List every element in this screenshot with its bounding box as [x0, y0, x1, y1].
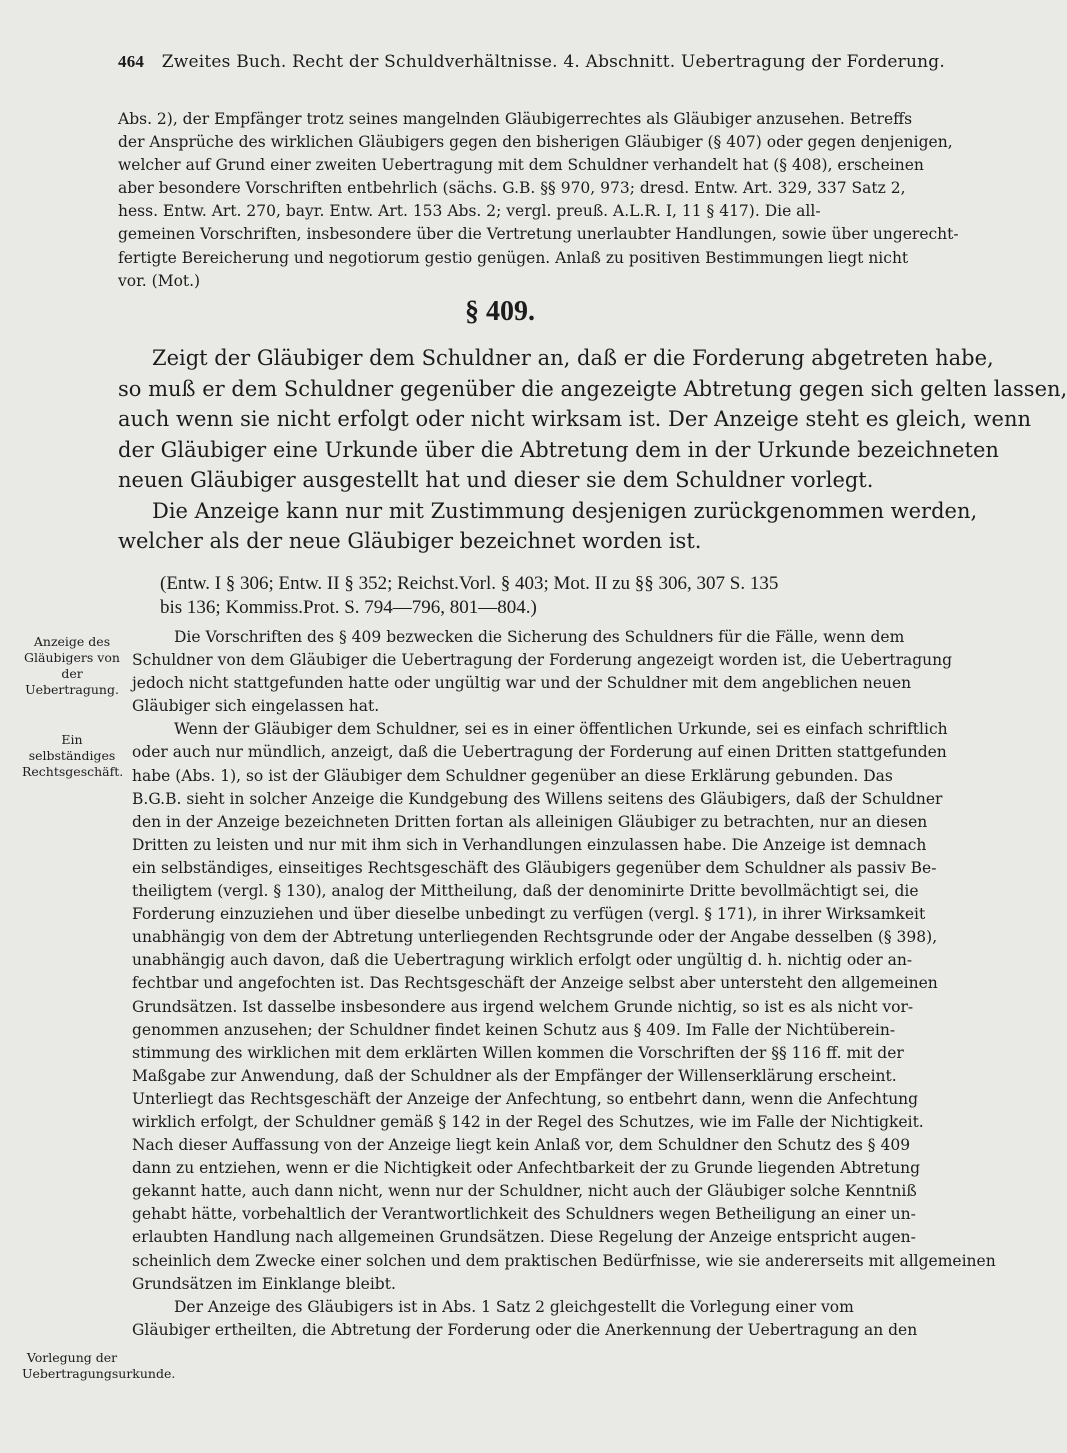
text-line: Abs. 2), der Empfänger trotz seines mangelnden Gläubigerrechtes als Gläubiger anzusehen. Betreffs	[118, 110, 913, 128]
text-line: gehabt hätte, vorbehaltlich der Verantwortlichkeit des Schuldners wegen Betheiligung an einer un-	[132, 1205, 916, 1224]
margin-note: Vorlegung der Uebertragungsurkunde.	[22, 1350, 176, 1381]
margin-note: Anzeige des Gläubigers von der Uebertragung.	[24, 634, 120, 697]
text-line: den in der Anzeige bezeichneten Dritten fortan als alleinigen Gläubiger zu betrachten, nur an diesen	[132, 812, 928, 831]
text-line: gekannt hatte, auch dann nicht, wenn nur der Schuldner, nicht auch der Gläubiger solche Kenntniß	[132, 1182, 917, 1201]
text-line: gemeinen Vorschriften, insbesondere über die Vertretung unerlaubter Handlungen, sowie über ungerecht-	[118, 225, 959, 244]
text-line: stimmung des wirklichen mit dem erklärten Willen kommen die Vorschriften der §§ 116 ff. mit der	[132, 1043, 904, 1062]
intro-paragraph	[118, 108, 958, 293]
statute-text	[118, 343, 1067, 557]
text-line: Der Anzeige des Gläubigers ist in Abs. 1 Satz 2 gleichgestellt die Vorlegung einer vom	[174, 1297, 854, 1316]
text-line: ein selbständiges, einseitiges Rechtsgeschäft des Gläubigers gegenüber dem Schuldner als passiv Be-	[132, 858, 937, 877]
text-line: unabhängig von dem der Abtretung unterliegenden Rechtsgrunde oder der Angabe desselben (§ 398),	[132, 928, 938, 947]
text-line: dann zu entziehen, wenn er die Nichtigkeit oder Anfechtbarkeit der zu Grunde liegenden Abtretung	[132, 1159, 921, 1178]
section-heading: § 409.	[465, 296, 535, 327]
text-line: Wenn der Gläubiger dem Schuldner, sei es in einer öffentlichen Urkunde, sei es einfach schriftlich	[174, 720, 948, 739]
text-line: habe (Abs. 1), so ist der Gläubiger dem Schuldner gegenüber an diese Erklärung gebunden. Das	[132, 766, 893, 785]
text-line: Grundsätzen im Einklange bleibt.	[132, 1274, 396, 1293]
text-line: welcher als der neue Gläubiger bezeichnet worden ist.	[118, 529, 702, 553]
running-title: Zweites Buch. Recht der Schuldverhältnisse. 4. Abschnitt. Uebertragung der Forderung.	[161, 52, 945, 72]
text-line: erlaubten Handlung nach allgemeinen Grundsätzen. Diese Regelung der Anzeige entspricht augen-	[132, 1228, 916, 1247]
text-line: Grundsätzen. Ist dasselbe insbesondere aus irgend welchem Grunde nichtig, so ist es als nicht vor-	[132, 997, 914, 1016]
text-line: theiligtem (vergl. § 130), analog der Mittheilung, daß der denominirte Dritte bevollmächtigt sei, die	[132, 882, 919, 901]
running-header	[118, 52, 945, 72]
text-line: Die Vorschriften des § 409 bezwecken die Sicherung des Schuldners für die Fälle, wenn dem	[174, 628, 905, 646]
text-line: oder auch nur mündlich, anzeigt, daß die Uebertragung der Forderung auf einen Dritten stattgefunden	[132, 743, 947, 762]
text-line: Gläubiger ertheilten, die Abtretung der Forderung oder die Anerkennung der Uebertragung an den	[132, 1320, 918, 1339]
text-line: Maßgabe zur Anwendung, daß der Schuldner als der Empfänger der Willenserklärung erscheint.	[132, 1066, 897, 1085]
commentary	[132, 626, 996, 1342]
text-line: fertigte Bereicherung und negotiorum gestio genügen. Anlaß zu positiven Bestimmungen liegt nicht	[118, 248, 909, 267]
text-line: Die Anzeige kann nur mit Zustimmung desjenigen zurückgenommen werden,	[152, 498, 978, 523]
text-line: hess. Entw. Art. 270, bayr. Entw. Art. 153 Abs. 2; vergl. preuß. A.L.R. I, 11 § 417). Die all-	[118, 202, 821, 221]
text-line: fechtbar und angefochten ist. Das Rechtsgeschäft der Anzeige selbst aber untersteht den allgemeinen	[132, 974, 938, 993]
text-line: jedoch nicht stattgefunden hatte oder ungültig war und der Schuldner mit dem angeblichen neuen	[132, 674, 912, 693]
text-line: so muß er dem Schuldner gegenüber die angezeigte Abtretung gegen sich gelten lassen,	[118, 376, 1067, 401]
text-line: auch wenn sie nicht erfolgt oder nicht wirksam ist. Der Anzeige steht es gleich, wenn	[118, 407, 1031, 431]
text-line: Forderung einzuziehen und über dieselbe unbedingt zu verfügen (vergl. § 171), in ihrer Wirksamkeit	[132, 905, 926, 924]
text-line: bis 136; Kommiss.Prot. S. 794—796, 801—804.)	[160, 597, 537, 618]
margin-note: Ein selbständiges Rechtsgeschäft.	[22, 732, 124, 779]
text-line: wirklich erfolgt, der Schuldner gemäß § 142 in der Regel des Schutzes, wie im Falle der Nichtigkeit.	[132, 1112, 924, 1131]
text-line: B.G.B. sieht in solcher Anzeige die Kundgebung des Willens seitens des Gläubigers, daß der Schuldner	[132, 789, 943, 808]
text-line: der Gläubiger eine Urkunde über die Abtretung dem in der Urkunde bezeichneten	[118, 437, 999, 462]
text-line: Unterliegt das Rechtsgeschäft der Anzeige der Anfechtung, so entbehrt dann, wenn die Anfechtung	[132, 1089, 919, 1108]
text-line: welcher auf Grund einer zweiten Uebertragung mit dem Schuldner verhandelt hat (§ 408), erscheinen	[118, 156, 924, 175]
text-line: Schuldner von dem Gläubiger die Uebertragung der Forderung angezeigt worden ist, die Uebertragung	[132, 651, 953, 670]
text-line: scheinlich dem Zwecke einer solchen und dem praktischen Bedürfnisse, wie sie andererseits mit allgemeinen	[132, 1251, 996, 1270]
text-line: Dritten zu leisten und nur mit ihm sich in Verhandlungen einzulassen habe. Die Anzeige ist demnach	[132, 835, 927, 854]
text-line: Nach dieser Auffassung von der Anzeige liegt kein Anlaß vor, dem Schuldner den Schutz des § 409	[132, 1136, 911, 1155]
text-line: Gläubiger sich eingelassen hat.	[132, 697, 380, 716]
text-line: unabhängig auch davon, daß die Uebertragung wirklich erfolgt oder ungültig d. h. nichtig oder an-	[132, 951, 913, 970]
text-line: vor. (Mot.)	[118, 271, 201, 290]
text-line: der Ansprüche des wirklichen Gläubigers gegen den bisherigen Gläubiger (§ 407) oder gegen denjenigen,	[118, 133, 953, 152]
text-line: aber besondere Vorschriften entbehrlich (sächs. G.B. §§ 970, 973; dresd. Entw. Art. 329, 337 Satz 2,	[118, 179, 906, 198]
text-line: Zeigt der Gläubiger dem Schuldner an, daß er die Forderung abgetreten habe,	[152, 346, 994, 370]
text-line: (Entw. I § 306; Entw. II § 352; Reichst.Vorl. § 403; Mot. II zu §§ 306, 307 S. 135	[160, 573, 779, 594]
text-line: genommen anzusehen; der Schuldner findet keinen Schutz aus § 409. Im Falle der Nichtüberein-	[132, 1020, 896, 1039]
text-line: neuen Gläubiger ausgestellt hat und dieser sie dem Schuldner vorlegt.	[118, 468, 874, 492]
page-number: 464	[118, 52, 145, 71]
citation	[160, 572, 960, 620]
